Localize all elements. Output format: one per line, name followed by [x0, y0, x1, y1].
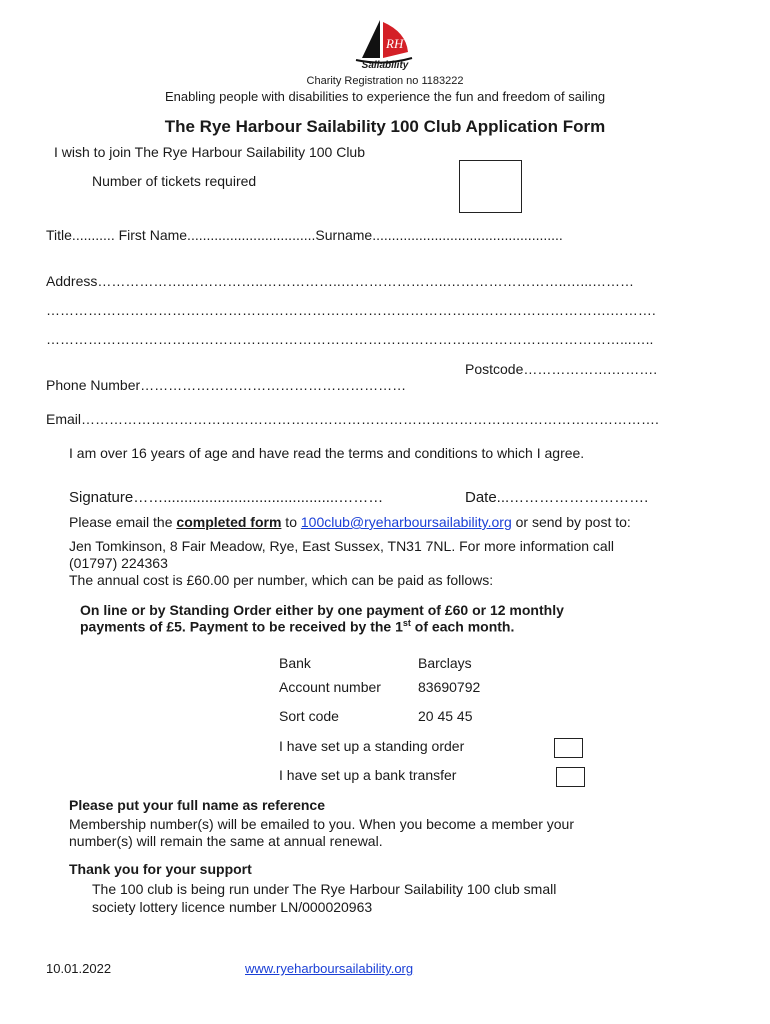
account-value: 83690792 — [418, 679, 481, 695]
signature-field[interactable]: Signature……..........................................……… — [69, 489, 384, 506]
thanks-line-2: society lottery licence number LN/000020963 — [92, 899, 373, 915]
logo-brand: Sailability — [361, 60, 409, 71]
bank-transfer-checkbox[interactable] — [556, 767, 585, 787]
payment-line-2-pre: payments of £5. Payment to be received by the 1 — [80, 618, 403, 635]
account-label: Account number — [279, 679, 381, 695]
phone-number: (01797) 224363 — [69, 555, 168, 571]
tickets-label: Number of tickets required — [92, 173, 257, 189]
email-instr-post: or send by post to: — [511, 514, 631, 530]
footer-date: 10.01.2022 — [46, 961, 112, 976]
name-fields[interactable]: Title........... First Name.................................Surname................................................. — [46, 227, 563, 243]
payment-line-1: On line or by Standing Order either by one payment of £60 or 12 monthly — [80, 602, 564, 618]
bank-transfer-label: I have set up a bank transfer — [279, 767, 457, 783]
tickets-input[interactable] — [459, 160, 522, 213]
sort-code-value: 20 45 45 — [418, 708, 473, 724]
payment-sup: st — [402, 618, 411, 628]
monogram-text: RH — [386, 36, 404, 51]
date-field[interactable]: Date...………………………. — [465, 489, 649, 506]
payment-line-2-post: of each month. — [410, 618, 515, 635]
postcode-field[interactable]: Postcode……………….………. — [465, 361, 658, 377]
completed-form-text: completed form — [176, 514, 282, 530]
intro-text: I wish to join The Rye Harbour Sailability 100 Club — [54, 144, 366, 160]
reference-line-2: number(s) will remain the same at annual renewal. — [69, 833, 383, 849]
reference-line-1: Membership number(s) will be emailed to you. When you become a member your — [69, 816, 574, 832]
standing-order-label: I have set up a standing order — [279, 738, 465, 754]
payment-line-2 — [80, 618, 514, 635]
bank-label: Bank — [279, 655, 311, 671]
email-instructions — [69, 514, 631, 530]
postal-address: Jen Tomkinson, 8 Fair Meadow, Rye, East Sussex, TN31 7NL. For more information call — [69, 538, 614, 554]
bank-value: Barclays — [418, 655, 472, 671]
email-field[interactable]: Email……………………………………………………………………………………………………………. — [46, 411, 659, 427]
reference-heading: Please put your full name as reference — [69, 797, 325, 813]
footer-website-link[interactable]: www.ryeharboursailability.org — [245, 961, 414, 976]
address-line-2[interactable]: ………………………………………………………………………………………………………….………. — [46, 302, 656, 318]
thanks-line-1: The 100 club is being run under The Rye Harbour Sailability 100 club small — [92, 881, 557, 897]
thanks-heading: Thank you for your support — [69, 861, 252, 877]
page-title: The Rye Harbour Sailability 100 Club Application Form — [164, 117, 606, 136]
email-instr-to: to — [281, 514, 301, 530]
standing-order-checkbox[interactable] — [554, 738, 583, 758]
tagline: Enabling people with disabilities to experience the fun and freedom of sailing — [164, 89, 606, 104]
sort-code-label: Sort code — [279, 708, 339, 724]
address-field[interactable]: Address……………….……………..……………..…………………..……………………..…...……… — [46, 273, 635, 289]
address-line-3[interactable]: ……………………………………………………………………………………………………………...….. — [46, 331, 654, 347]
annual-cost: The annual cost is £60.00 per number, which can be paid as follows: — [69, 572, 494, 588]
phone-field[interactable]: Phone Number………………………………………………… — [46, 377, 407, 393]
email-instr-pre: Please email the — [69, 514, 177, 530]
charity-registration: Charity Registration no 1183222 — [306, 75, 464, 87]
email-link[interactable]: 100club@ryeharboursailability.org — [300, 514, 512, 530]
age-declaration: I am over 16 years of age and have read the terms and conditions to which I agree. — [69, 445, 585, 461]
